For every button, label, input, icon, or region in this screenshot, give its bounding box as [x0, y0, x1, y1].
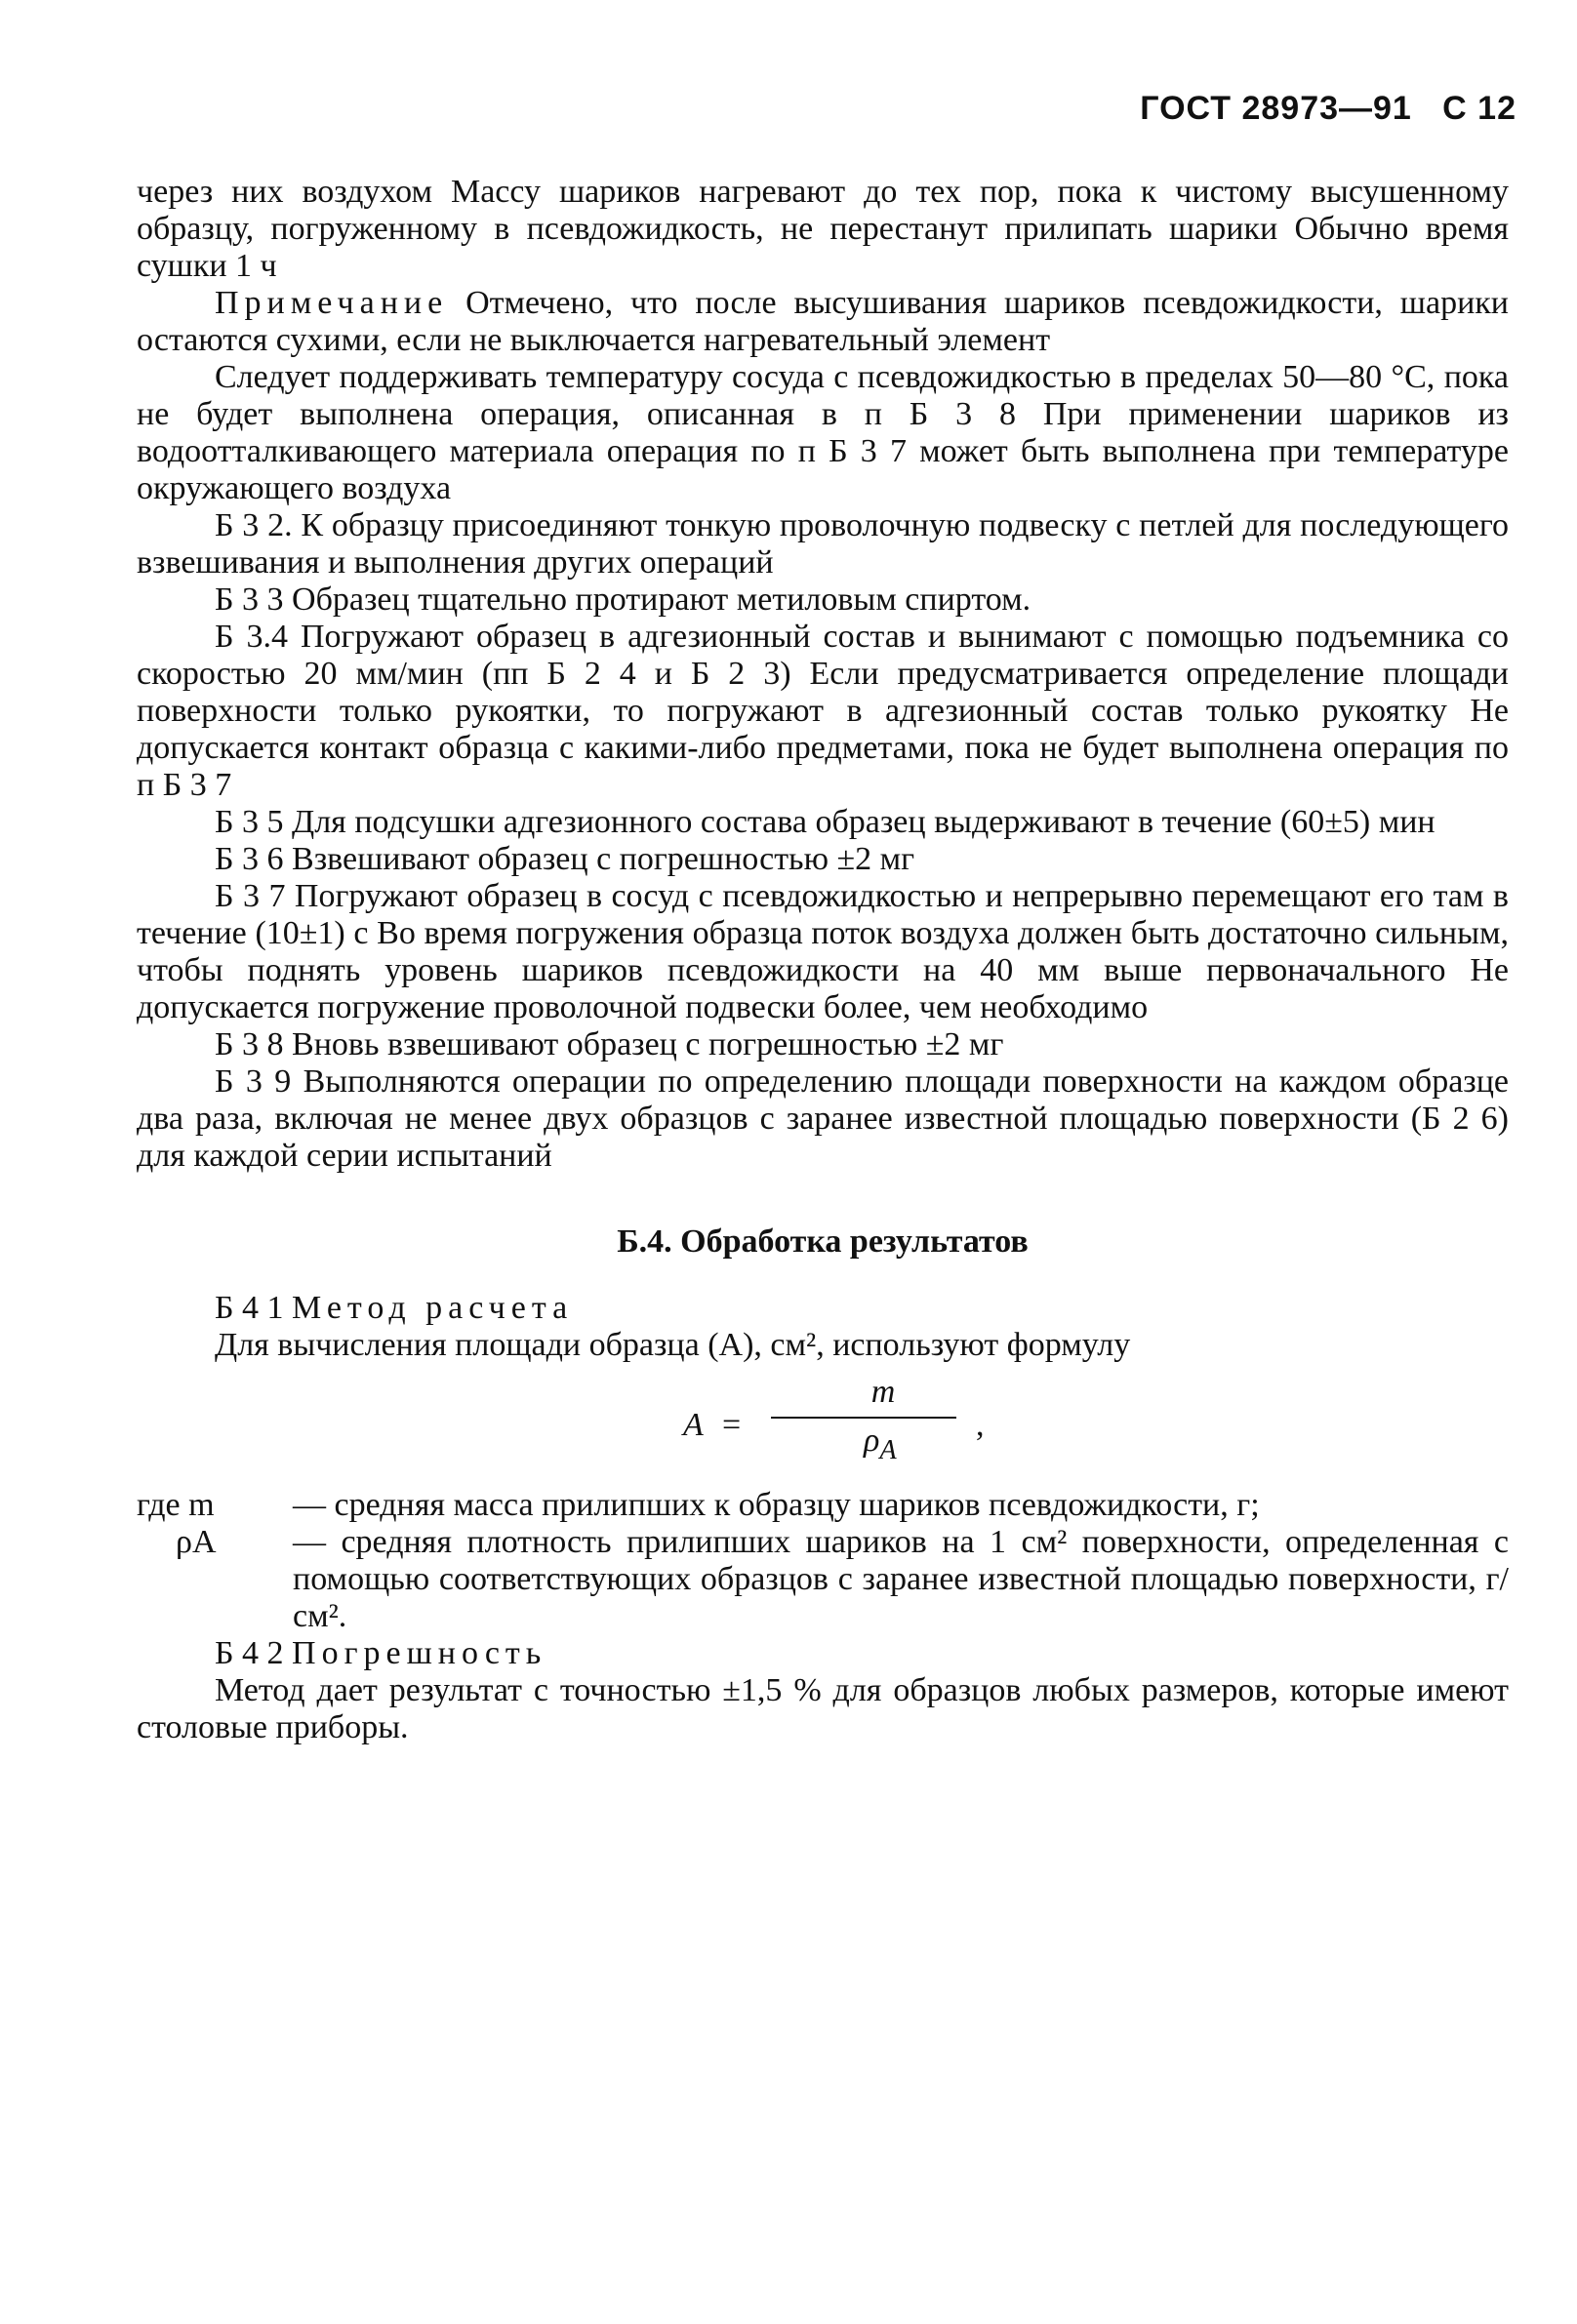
clause-b42-title: Погрешность — [292, 1635, 547, 1671]
clause-b34: Б 3.4 Погружают образец в адгезионный состав и вынимают с помощью подъемника со скоростью 20 мм/мин (пп Б 2 4 и Б 2 3) Если предусматривается определение площади поверхности только рукоятки, то погружают в адгезионный состав только рукоятку Не допускается контакт образца с какими-либо предметами, пока не будет выполнена операция по п Б 3 7 — [137, 619, 1509, 803]
where-list — [137, 1487, 1509, 1635]
clause-b42-number: Б 4 2 — [215, 1635, 293, 1671]
note — [137, 285, 1509, 359]
clause-b33: Б 3 3 Образец тщательно протирают метиловым спиртом. — [215, 581, 1031, 618]
fraction-bar — [771, 1417, 956, 1419]
clause-b39: Б 3 9 Выполняются операции по определению площади поверхности на каждом образце два раза, включая не менее двух образцов с заранее известной площадью поверхности (Б 2 6) для каждой серии испытаний — [137, 1063, 1509, 1174]
section-heading: Б.4. Обработка результатов — [617, 1223, 1029, 1260]
note-label: Примечание — [215, 285, 449, 321]
paragraph-temperature: Следует поддерживать температуру сосуда с псевдожидкостью в пределах 50—80 °С, пока не будет выполнена операция, описанная в п Б 3 8 При применении шариков из водоотталкивающего материала операция по п Б 3 7 может быть выполнена при температуре окружающего воздуха — [137, 359, 1509, 506]
where-text: — средняя плотность прилипших шариков на 1 см² поверхности, определенная с помощью соответствующих образцов с заранее известной площадью поверхности, г/см². — [293, 1524, 1509, 1634]
denominator-rho: ρ — [864, 1422, 880, 1459]
document-body — [137, 174, 1509, 1746]
clause-b37: Б 3 7 Погружают образец в сосуд с псевдожидкостью и непрерывно перемещают его там в течение (10±1) с Во время погружения образца поток воздуха должен быть достаточно сильным, чтобы поднять уровень шариков псевдожидкости на 40 мм выше первоначального Не допускается погружение проволочной подвески более, чем необходимо — [137, 878, 1509, 1025]
clause-b38: Б 3 8 Вновь взвешивают образец с погрешностью ±2 мг — [215, 1026, 1004, 1062]
where-text: — средняя масса прилипших к образцу шариков псевдожидкости, г; — [293, 1487, 1260, 1523]
formula-numerator: m — [870, 1374, 896, 1410]
where-symbol: где m — [137, 1487, 215, 1523]
note-text: Отмечено, что после высушивания шариков псевдожидкости, шарики остаются сухими, если не выключается нагревательный элемент — [137, 285, 1509, 358]
formula-denominator — [864, 1422, 897, 1469]
clause-b41 — [137, 1290, 1509, 1327]
clause-b36: Б 3 6 Взвешивают образец с погрешностью ±2 мг — [215, 841, 915, 877]
formula-comma: , — [976, 1407, 985, 1443]
paragraph-continuation: через них воздухом Массу шариков нагревают до тех пор, пока к чистому высушенному образцу, погруженному в псевдожидкость, не перестанут прилипать шарики Обычно время сушки 1 ч — [137, 174, 1509, 284]
where-symbol: ρA — [176, 1524, 217, 1560]
clause-b41-number: Б 4 1 — [215, 1290, 293, 1326]
area-formula — [137, 1374, 1509, 1475]
formula-lhs: A — [683, 1407, 704, 1443]
accuracy-statement: Метод дает результат с точностью ±1,5 % для образцов любых размеров, которые имеют столовые приборы. — [137, 1672, 1509, 1745]
formula-intro: Для вычисления площади образца (A), см², используют формулу — [215, 1327, 1131, 1363]
page-header: ГОСТ 28973—91 С 12 — [1140, 90, 1516, 127]
denominator-subscript: A — [879, 1434, 897, 1465]
clause-b42 — [137, 1635, 1509, 1672]
where-item — [137, 1487, 1509, 1524]
where-item — [137, 1524, 1509, 1635]
clause-b41-title: Метод расчета — [292, 1290, 574, 1326]
clause-b32: Б 3 2. К образцу присоединяют тонкую проволочную подвеску с петлей для последующего взвешивания и выполнения других операций — [137, 507, 1509, 581]
clause-b35: Б 3 5 Для подсушки адгезионного состава образец выдерживают в течение (60±5) мин — [215, 804, 1435, 840]
formula-equals: = — [722, 1407, 742, 1443]
